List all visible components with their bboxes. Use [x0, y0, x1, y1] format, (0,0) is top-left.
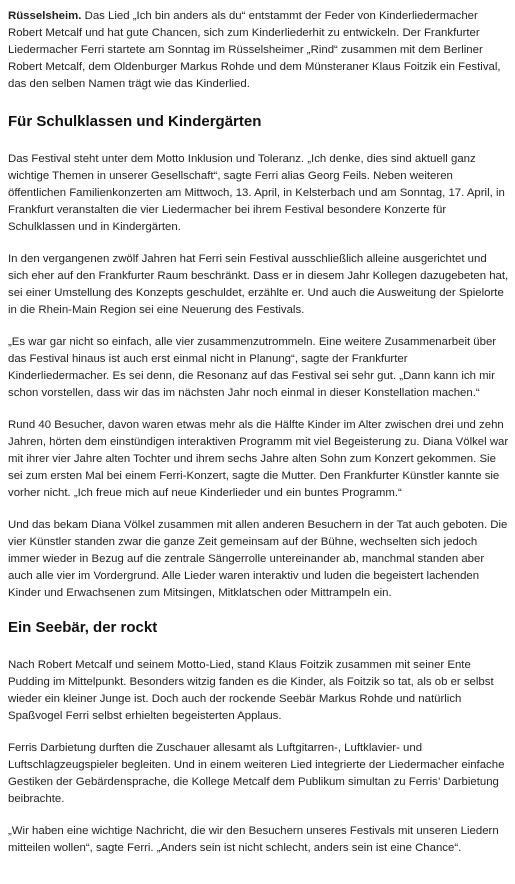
- section-heading: Für Schulklassen und Kindergärten: [8, 113, 262, 130]
- paragraph: Rund 40 Besucher, davon waren etwas mehr als die Hälfte Kinder im Alter zwischen drei und zehn Jahren, hörten dem einstündigen interaktiven Programm mit viel Begeisterung zu. Diana Völkel war mit ihrer vier Jahre alten Tochter und ihrem sechs Jahre alten Sohn zum Konzert gekommen. Sie sei zum ersten Mal bei einem Ferri-Konzert, sagte die Mutter. Den Frankfurter Künstler kannte sie vorher nicht. „Ich freue mich auf neue Kinderlieder und ein buntes Programm.“: [8, 419, 509, 499]
- paragraph: Nach Robert Metcalf und seinem Motto-Lied, stand Klaus Foitzik zusammen mit seiner Ente Pudding im Mittelpunkt. Besonders witzig fanden es die Kinder, als Foitzik so tat, als ob er selbst wieder ein kleiner Junge ist. Doch auch der rockende Seebär Markus Rohde und natürlich Spaßvogel Ferri selbst erhielten begeisterten Applaus.: [8, 659, 494, 722]
- lead-paragraph: [8, 8, 509, 93]
- paragraph: Das Festival steht unter dem Motto Inklusion und Toleranz. „Ich denke, dies sind aktuell ganz wichtige Themen in unserer Gesellschaft“, sagte Ferri alias Georg Feils. Neben weiteren öffentlichen Familienkonzerten am Mittwoch, 13. April, in Kelsterbach und am Sonntag, 17. April, in Frankfurt veranstalten die vier Liedermacher bei ihrem Festival besondere Konzerte für Schulklassen und in Kindergärten.: [8, 153, 505, 233]
- paragraph: In den vergangenen zwölf Jahren hat Ferri sein Festival ausschließlich alleine ausgerichtet und sich eher auf den Frankfurter Raum beschränkt. Dass er in diesem Jahr Kollegen dazugebeten hat, sei einer Umstellung des Konzepts geschuldet, erzählte er. Und auch die Ausweitung der Spielorte in die Rhein-Main Region sei eine Neuerung des Festivals.: [8, 253, 509, 316]
- paragraph: „Wir haben eine wichtige Nachricht, die wir den Besuchern unseres Festivals mit unseren Liedern mitteilen wollen“, sagte Ferri. „Anders sein ist nicht schlecht, anders sein ist eine Chance“.: [8, 825, 499, 854]
- section-heading: Ein Seebär, der rockt: [8, 619, 158, 636]
- dateline: Rüsselsheim.: [8, 10, 82, 22]
- lead-text: Das Lied „Ich bin anders als du“ entstammt der Feder von Kinderliedermacher Robert Metcalf und hat gute Chancen, sich zum Kinderliederhit zu entwickeln. Der Frankfurter Liedermacher Ferri startete am Sonntag im Rüsselsheimer „Rind“ zusammen mit dem Berliner Robert Metcalf, dem Oldenburger Markus Rohde und dem Münsteraner Klaus Foitzik ein Festival, das den selben Namen trägt wie das Kinderlied.: [8, 10, 501, 90]
- paragraph: Und das bekam Diana Völkel zusammen mit allen anderen Besuchern in der Tat auch geboten. Die vier Künstler standen zwar die ganze Zeit gemeinsam auf der Bühne, wechselten sich jedoch immer wieder in Bezug auf die zentrale Sängerrolle untereinander ab, manchmal standen aber auch alle vier im Vordergrund. Alle Lieder waren interaktiv und luden die begeistert lachenden Kinder und Erwachsenen zum Mitsingen, Mitklatschen oder Mittrampeln ein.: [8, 519, 508, 599]
- paragraph: „Es war gar nicht so einfach, alle vier zusammenzutrommeln. Eine weitere Zusammenarbeit über das Festival hinaus ist auch erst einmal nicht in Planung“, sagte der Frankfurter Kinderliedermacher. Es sei denn, die Resonanz auf das Festival sei sehr gut. „Dann kann ich mir schon vorstellen, dass wir das im nächsten Jahr noch einmal in dieser Konstellation machen.“: [8, 336, 497, 399]
- paragraph: Ferris Darbietung durften die Zuschauer allesamt als Luftgitarren-, Luftklavier- und Luftschlagzeugspieler begleiten. Und in einem weiteren Lied integrierte der Liedermacher einfache Gestiken der Gebärdensprache, die Kollege Metcalf dem Publikum simultan zu Ferris’ Darbietung beibrachte.: [8, 742, 505, 805]
